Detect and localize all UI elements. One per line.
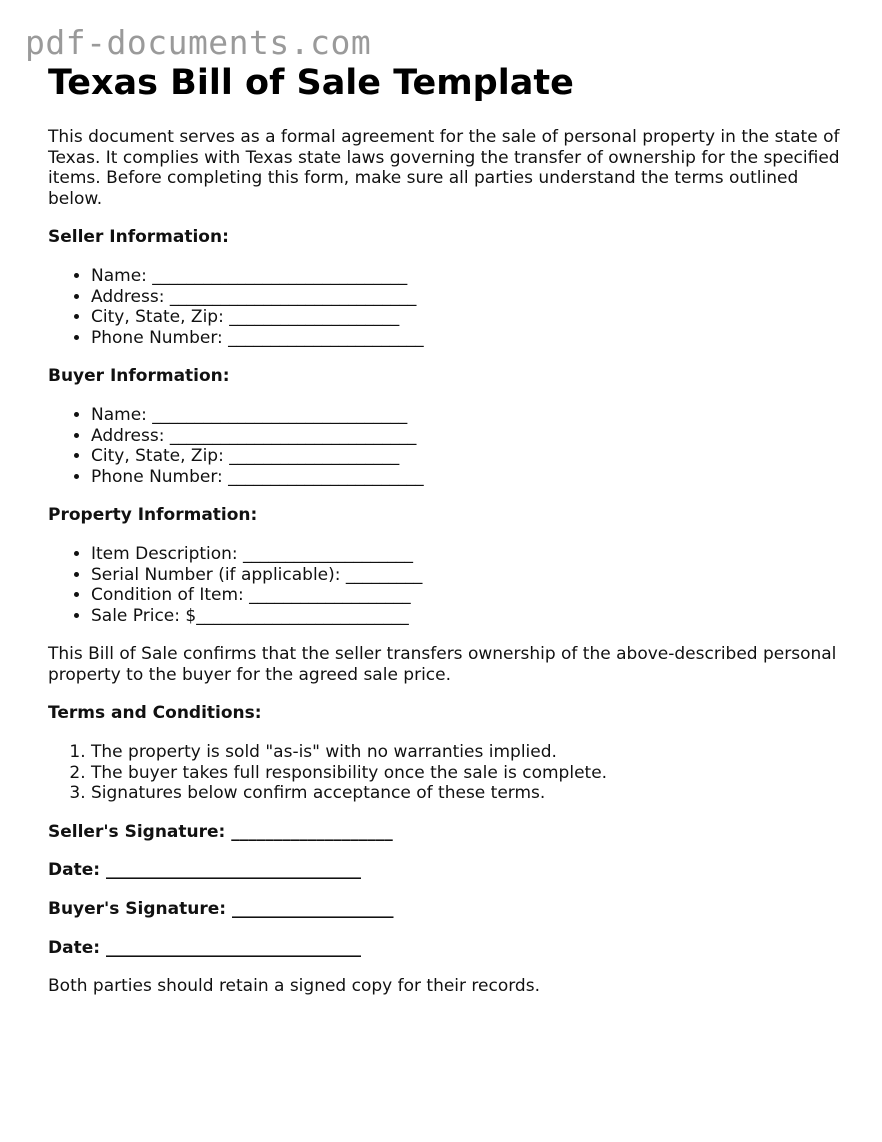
seller-fields-list <box>48 266 848 348</box>
buyer-signature-line: Buyer's Signature: ___________________ <box>48 899 394 920</box>
terms-list <box>48 742 848 804</box>
document-body <box>48 62 848 997</box>
seller-heading: Seller Information: <box>48 227 229 248</box>
condition-field: • Condition of Item: ___________________ <box>91 585 848 606</box>
seller-city-state-zip-field: • City, State, Zip: ____________________ <box>91 307 848 328</box>
seller-phone-field: • Phone Number: _______________________ <box>91 328 848 349</box>
seller-date-line: Date: ______________________________ <box>48 860 361 881</box>
buyer-date-line: Date: ______________________________ <box>48 937 361 958</box>
terms-heading: Terms and Conditions: <box>48 703 262 724</box>
closing-note: Both parties should retain a signed copy for their records. <box>48 976 540 997</box>
seller-address-field: • Address: _____________________________ <box>91 287 848 308</box>
page-title: Texas Bill of Sale Template <box>48 63 574 103</box>
sale-price-field: • Sale Price: $_________________________ <box>91 606 848 627</box>
seller-name-field: • Name: ______________________________ <box>91 266 848 287</box>
terms-item: 2. The buyer takes full responsibility once the sale is complete. <box>91 763 848 784</box>
intro-paragraph: This document serves as a formal agreement for the sale of personal property in the state of Texas. It complies with Texas state laws governing the transfer of ownership for the specified items. Before completing this form, make sure all parties understand the terms outlined below. <box>48 127 840 209</box>
buyer-phone-field: • Phone Number: _______________________ <box>91 467 848 488</box>
seller-signature-line: Seller's Signature: ___________________ <box>48 821 393 842</box>
buyer-address-field: • Address: _____________________________ <box>91 426 848 447</box>
property-heading: Property Information: <box>48 505 258 526</box>
buyer-heading: Buyer Information: <box>48 366 230 387</box>
buyer-name-field: • Name: ______________________________ <box>91 405 848 426</box>
terms-item: 1. The property is sold "as-is" with no warranties implied. <box>91 742 848 763</box>
buyer-city-state-zip-field: • City, State, Zip: ____________________ <box>91 446 848 467</box>
item-description-field: • Item Description: ____________________ <box>91 544 848 565</box>
terms-item: 3. Signatures below confirm acceptance of these terms. <box>91 783 848 804</box>
serial-number-field: • Serial Number (if applicable): _________ <box>91 565 848 586</box>
buyer-fields-list <box>48 405 848 487</box>
property-fields-list <box>48 544 848 626</box>
confirmation-paragraph: This Bill of Sale confirms that the seller transfers ownership of the above-described personal property to the buyer for the agreed sale price. <box>48 644 837 685</box>
watermark-text: pdf-documents.com <box>25 23 372 62</box>
